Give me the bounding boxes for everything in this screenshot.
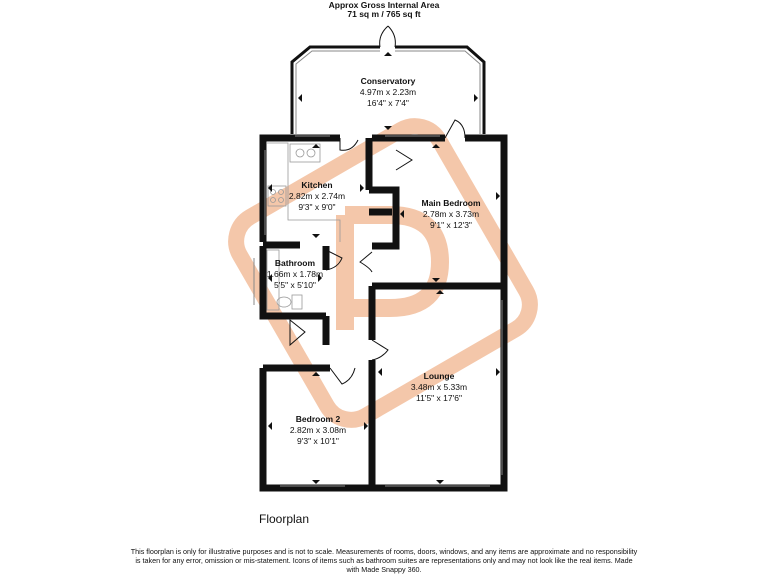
conservatory-metric: 4.97m x 2.23m xyxy=(359,87,417,97)
bedroom2-name: Bedroom 2 xyxy=(295,414,341,424)
area-value: 71 sq m / 765 sq ft xyxy=(347,9,421,19)
bedroom2-imperial: 9'3" x 10'1" xyxy=(297,436,339,446)
floorplan-caption: Floorplan xyxy=(259,512,310,526)
bathroom-imperial: 5'5" x 5'10" xyxy=(274,280,316,290)
main-bedroom-imperial: 9'1" x 12'3" xyxy=(430,220,472,230)
lounge-metric: 3.48m x 5.33m xyxy=(410,382,468,392)
bedroom2-metric: 2.82m x 3.08m xyxy=(289,425,347,435)
main-bedroom-metric: 2.78m x 3.73m xyxy=(422,209,480,219)
kitchen-metric: 2.82m x 2.74m xyxy=(288,191,346,201)
area-title: Approx Gross Internal Area xyxy=(328,0,440,10)
bathroom-name: Bathroom xyxy=(274,258,316,268)
bathroom-metric: 1.66m x 1.78m xyxy=(266,269,324,279)
main-bedroom-name: Main Bedroom xyxy=(421,198,481,208)
room-label-conservatory xyxy=(360,76,416,108)
kitchen-name: Kitchen xyxy=(301,180,333,190)
room-label-bedroom2 xyxy=(290,414,346,446)
disclaimer-text: This floorplan is only for illustrative purposes and is not to scale. Measurements of rooms, doors, windows, and any items are approximate and no responsibility is taken for any error, omission or mis-statement. Icons of items such as bathroom suites are representations only and may not look like the real items. Made with Made Snappy 360. xyxy=(130,547,638,574)
room-label-bathroom xyxy=(267,258,323,290)
lounge-name: Lounge xyxy=(423,371,455,381)
conservatory-name: Conservatory xyxy=(360,76,416,86)
room-label-main-bedroom xyxy=(421,198,480,230)
conservatory-imperial: 16'4" x 7'4" xyxy=(367,98,409,108)
lounge-imperial: 11'5" x 17'6" xyxy=(416,393,462,403)
kitchen-imperial: 9'3" x 9'0" xyxy=(298,202,336,212)
